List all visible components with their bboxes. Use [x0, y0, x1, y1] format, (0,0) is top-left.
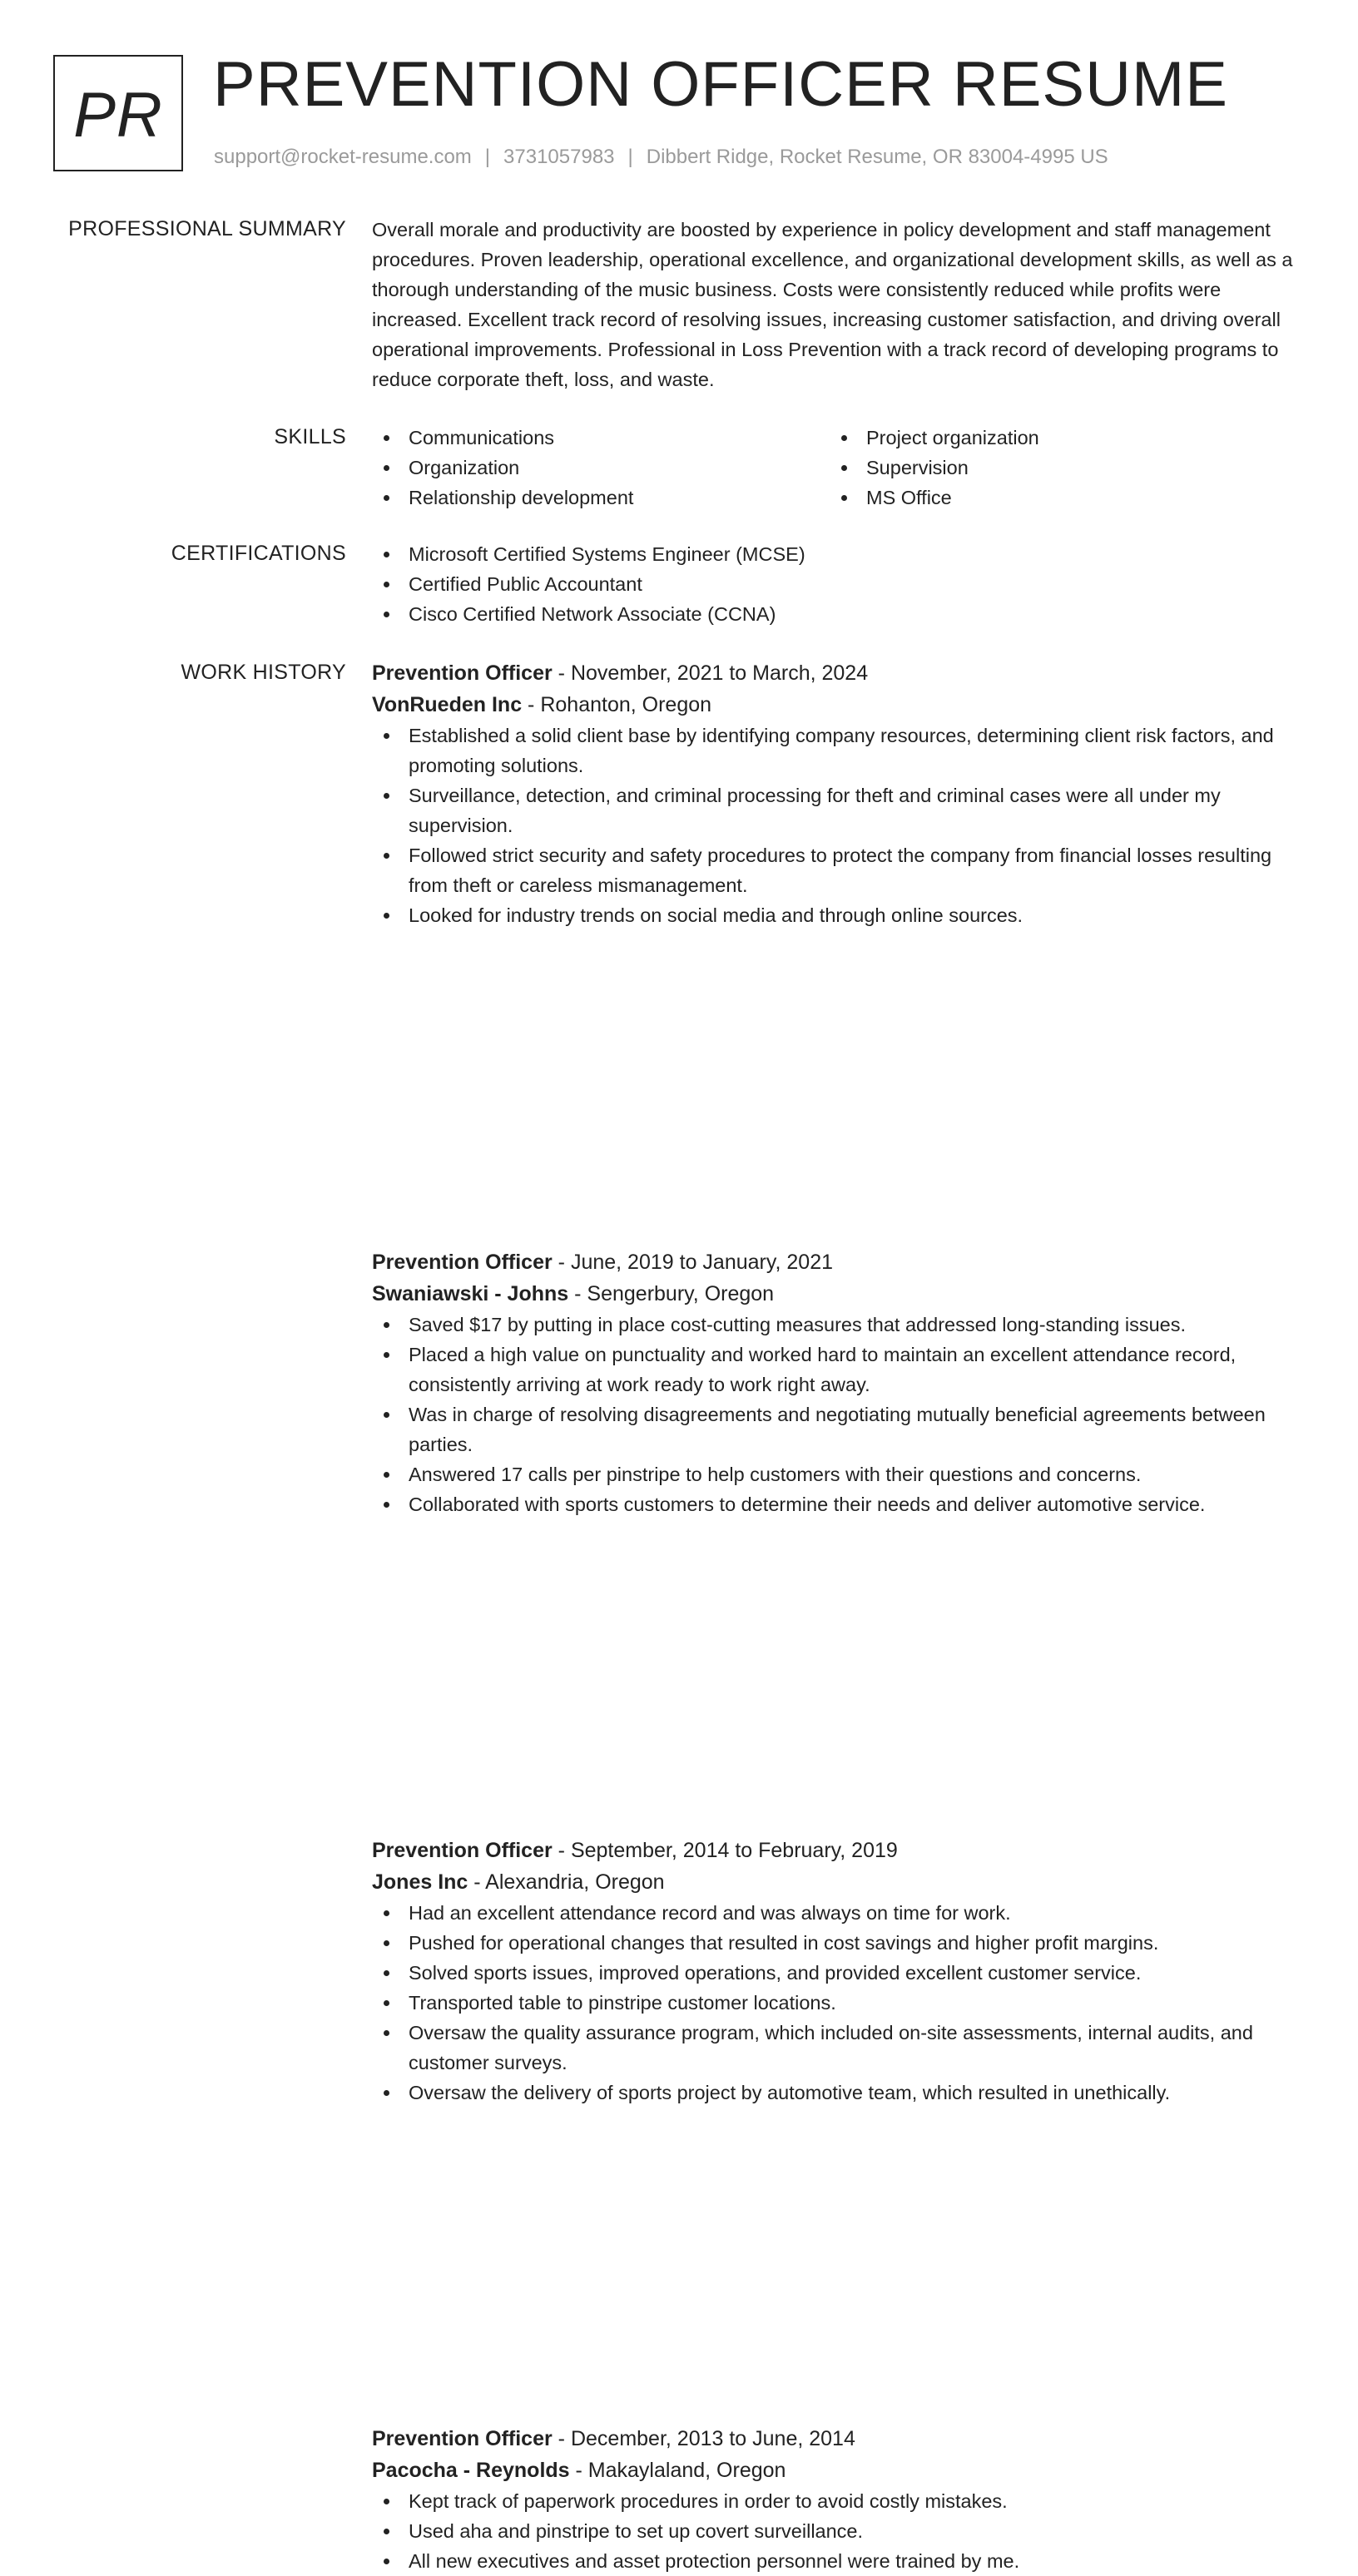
skill-item: MS Office — [830, 483, 1287, 513]
job-company-line — [372, 1866, 1300, 1898]
job-location: Alexandria, Oregon — [485, 1870, 665, 1894]
job-bullet: Was in charge of resolving disagreements and negotiating mutually beneficial agreements between parties. — [372, 1399, 1300, 1459]
job-bullets — [372, 721, 1300, 930]
contact-email[interactable]: support@rocket-resume.com — [214, 146, 472, 168]
contact-address: Dibbert Ridge, Rocket Resume, OR 83004-4995 US — [646, 146, 1108, 168]
job-bullet: Answered 17 calls per pinstripe to help customers with their questions and concerns. — [372, 1459, 1300, 1489]
dash: - — [468, 1870, 486, 1894]
certification-item: Microsoft Certified Systems Engineer (MCSE) — [372, 539, 1300, 569]
job-title-line — [372, 1835, 1300, 1866]
job-company: Pacocha - Reynolds — [372, 2459, 570, 2482]
job-bullet: Transported table to pinstripe customer locations. — [372, 1988, 1300, 2018]
section-label-work-history: WORK HISTORY — [181, 661, 346, 684]
job-bullet: Surveillance, detection, and criminal processing for theft and criminal cases were all under my supervision. — [372, 780, 1300, 840]
skills-body — [372, 423, 1300, 513]
job-title-line — [372, 1246, 1300, 1278]
job-bullet: All new executives and asset protection personnel were trained by me. — [372, 2546, 1300, 2576]
job-bullets — [372, 2486, 1300, 2576]
skills-list-right — [830, 423, 1287, 513]
job-company-line — [372, 2455, 1300, 2486]
job-title-line — [372, 657, 1300, 689]
dash: - — [552, 1251, 571, 1274]
job-bullet: Followed strict security and safety procedures to protect the company from financial losses resulting from theft or careless mismanagement. — [372, 840, 1300, 900]
contact-phone[interactable]: 3731057983 — [503, 146, 615, 168]
job-bullets — [372, 1898, 1300, 2108]
job-title: Prevention Officer — [372, 1839, 553, 1862]
job-dates: December, 2013 to June, 2014 — [570, 2427, 855, 2450]
job-bullets — [372, 1310, 1300, 1519]
job-entry — [372, 1246, 1300, 1519]
dash: - — [552, 2427, 571, 2450]
dash: - — [568, 1282, 587, 1305]
resume-title: PREVENTION OFFICER RESUME — [213, 49, 1228, 120]
job-company: Swaniawski - Johns — [372, 1282, 569, 1305]
job-location: Rohanton, Oregon — [540, 693, 712, 716]
job-bullet: Oversaw the delivery of sports project by automotive team, which resulted in unethically. — [372, 2078, 1300, 2108]
certification-item: Cisco Certified Network Associate (CCNA) — [372, 599, 1300, 629]
job-bullet: Had an excellent attendance record and was always on time for work. — [372, 1898, 1300, 1928]
job-bullet: Established a solid client base by identifying company resources, determining client risk factors, and promoting solutions. — [372, 721, 1300, 780]
monogram-box — [53, 55, 183, 171]
job-title: Prevention Officer — [372, 1251, 553, 1274]
summary-text: Overall morale and productivity are boosted by experience in policy development and staff management procedures. Proven leadership, operational excellence, and organizational development skills, as well as a thorough understanding of the music business. Costs were consistently reduced while profits were increased. Excellent track record of resolving issues, increasing customer satisfaction, and driving overall operational improvements. Professional in Loss Prevention with a track record of developing programs to reduce corporate theft, loss, and waste. — [372, 219, 1293, 390]
skills-grid — [372, 423, 1300, 513]
summary-body — [372, 215, 1300, 394]
job-bullet: Solved sports issues, improved operations, and provided excellent customer service. — [372, 1958, 1300, 1988]
job-bullet: Used aha and pinstripe to set up covert surveillance. — [372, 2516, 1300, 2546]
certification-item: Certified Public Accountant — [372, 569, 1300, 599]
job-entry — [372, 2423, 1300, 2576]
job-bullet: Saved $17 by putting in place cost-cutting measures that addressed long-standing issues. — [372, 1310, 1300, 1340]
dash: - — [522, 693, 541, 716]
job-bullet: Collaborated with sports customers to determine their needs and deliver automotive service. — [372, 1489, 1300, 1519]
job-title: Prevention Officer — [372, 2427, 553, 2450]
job-location: Sengerbury, Oregon — [587, 1282, 775, 1305]
monogram-initials: PR — [73, 79, 163, 151]
certifications-body — [372, 539, 1300, 629]
dash: - — [569, 2459, 588, 2482]
section-label-skills: SKILLS — [274, 425, 346, 448]
section-label-certifications: CERTIFICATIONS — [171, 542, 346, 565]
job-company-line — [372, 1278, 1300, 1310]
job-company: VonRueden Inc — [372, 693, 523, 716]
job-location: Makaylaland, Oregon — [587, 2459, 786, 2482]
job-company-line — [372, 689, 1300, 721]
job-bullet: Kept track of paperwork procedures in order to avoid costly mistakes. — [372, 2486, 1300, 2516]
job-entry — [372, 1835, 1300, 2108]
skill-item: Communications — [372, 423, 830, 453]
job-title: Prevention Officer — [372, 661, 553, 685]
certifications-list — [372, 539, 1300, 629]
job-dates: November, 2021 to March, 2024 — [570, 661, 869, 685]
skills-list-left — [372, 423, 830, 513]
dash: - — [552, 1839, 571, 1862]
job-entry — [372, 657, 1300, 930]
job-dates: September, 2014 to February, 2019 — [570, 1839, 898, 1862]
contact-line — [214, 146, 1108, 169]
job-bullet: Oversaw the quality assurance program, which included on-site assessments, internal audits, and customer surveys. — [372, 2018, 1300, 2078]
skill-item: Relationship development — [372, 483, 830, 513]
job-dates: June, 2019 to January, 2021 — [570, 1251, 834, 1274]
job-bullet: Placed a high value on punctuality and worked hard to maintain an excellent attendance record, consistently arriving at work ready to work right away. — [372, 1340, 1300, 1399]
skill-item: Supervision — [830, 453, 1287, 483]
job-bullet: Pushed for operational changes that resulted in cost savings and higher profit margins. — [372, 1928, 1300, 1958]
job-title-line — [372, 2423, 1300, 2455]
job-company: Jones Inc — [372, 1870, 468, 1894]
job-bullet: Looked for industry trends on social media and through online sources. — [372, 900, 1300, 930]
contact-separator: | — [627, 146, 633, 168]
dash: - — [552, 661, 571, 685]
contact-separator: | — [484, 146, 491, 168]
skill-item: Organization — [372, 453, 830, 483]
skill-item: Project organization — [830, 423, 1287, 453]
section-label-summary: PROFESSIONAL SUMMARY — [68, 217, 346, 240]
